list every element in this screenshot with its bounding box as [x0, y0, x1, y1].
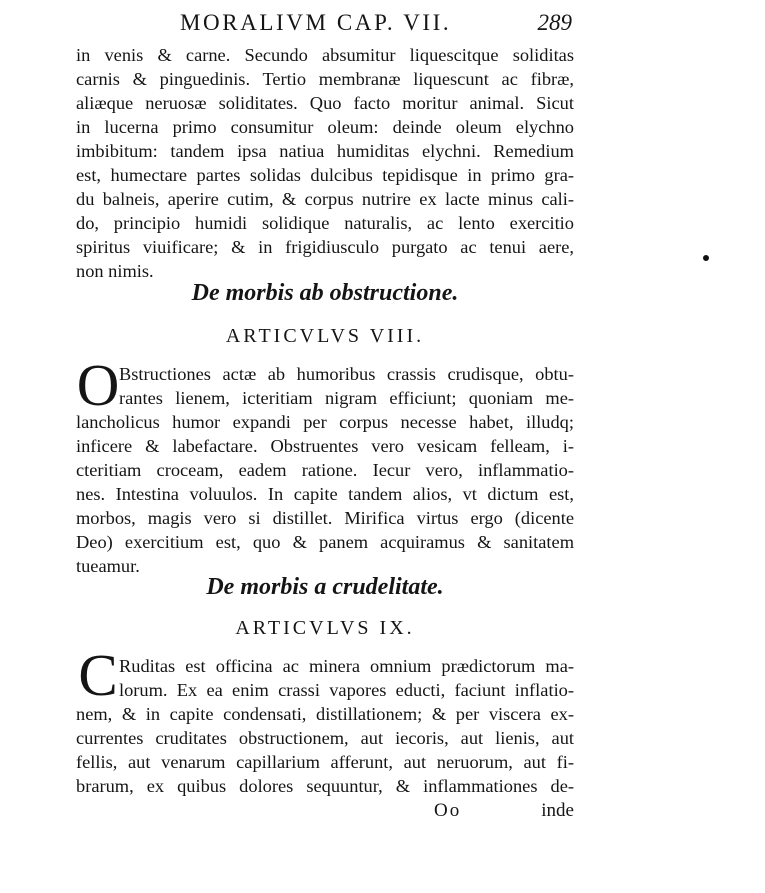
- running-head: [180, 8, 572, 38]
- page-number: 289: [537, 10, 572, 35]
- text-line: est, humectare partes solidas dulcibus tepidisque in primo gra-: [76, 165, 574, 185]
- section-heading-obstruction: De morbis ab obstructione.: [191, 280, 459, 306]
- text-line: non nimis.: [76, 261, 154, 281]
- section-heading-cruditas: De morbis a crudelitate.: [206, 574, 444, 600]
- text-line: cteritiam croceam, eadem ratione. Iecur vero, inflammatio-: [76, 460, 574, 480]
- text-line: rantes lienem, icteritiam nigram efficiunt; quoniam me-: [119, 388, 574, 408]
- page-footer: [76, 800, 574, 824]
- catchword: inde: [541, 800, 574, 821]
- signature-mark: Oo: [434, 800, 462, 821]
- text-line: nes. Intestina voluulos. In capite tandem alios, vt dictum est,: [76, 484, 574, 504]
- ink-spot: [703, 255, 709, 261]
- article-heading-ix: ARTICVLVS IX.: [235, 617, 415, 639]
- text-line: lorum. Ex ea enim crassi vapores educti, faciunt inflatio-: [119, 680, 574, 700]
- text-line: du balneis, aperire cutim, & corpus nutrire ex lacte minus cali-: [76, 189, 574, 209]
- text-line: carnis & pinguedinis. Tertio membranæ liquescunt ac fibræ,: [76, 69, 574, 89]
- drop-cap: O: [76, 352, 120, 418]
- text-line: Deo) exercitium est, quo & panem acquiramus & sanitatem: [76, 532, 574, 552]
- text-line: aliæque neruosæ soliditates. Quo facto moritur animal. Sicut: [76, 93, 574, 113]
- text-line: morbos, magis vero si distillet. Mirifica virtus ergo (dicente: [76, 508, 574, 528]
- text-line: Bstructiones actæ ab humoribus crassis crudisque, obtu-: [119, 364, 574, 384]
- text-line: fellis, aut venarum capillarium afferunt, aut neruorum, aut fi-: [76, 752, 574, 772]
- text-line: nem, & in capite condensati, distillationem; & per viscera ex-: [76, 704, 574, 724]
- running-title: MORALIVM CAP. VII.: [180, 10, 452, 35]
- text-line: Ruditas est officina ac minera omnium prædictorum ma-: [119, 656, 574, 676]
- text-line: brarum, ex quibus dolores sequuntur, & inflammationes de-: [76, 776, 574, 796]
- text-line: currentes cruditates obstructionem, aut iecoris, aut lienis, aut: [76, 728, 574, 748]
- text-line: lancholicus humor expandi per corpus necesse habet, illudq;: [76, 412, 574, 432]
- text-line: in lucerna primo consumitur oleum: deinde oleum elychno: [76, 117, 574, 137]
- text-line: in venis & carne. Secundo absumitur liquescitque soliditas: [76, 45, 574, 65]
- text-line: do, principio humidi solidique naturalis, ac lento exercitio: [76, 213, 574, 233]
- text-line: spiritus viuificare; & in frigidiusculo purgato ac tenui aere,: [76, 237, 574, 257]
- text-line: imbibitum: tandem ipsa natiua humiditas elychni. Remedium: [76, 141, 574, 161]
- text-line: inficere & labefactare. Obstruentes vero vesicam felleam, i-: [76, 436, 574, 456]
- text-line: tueamur.: [76, 556, 140, 576]
- article-heading-viii: ARTICVLVS VIII.: [225, 325, 425, 347]
- drop-cap: C: [78, 642, 118, 708]
